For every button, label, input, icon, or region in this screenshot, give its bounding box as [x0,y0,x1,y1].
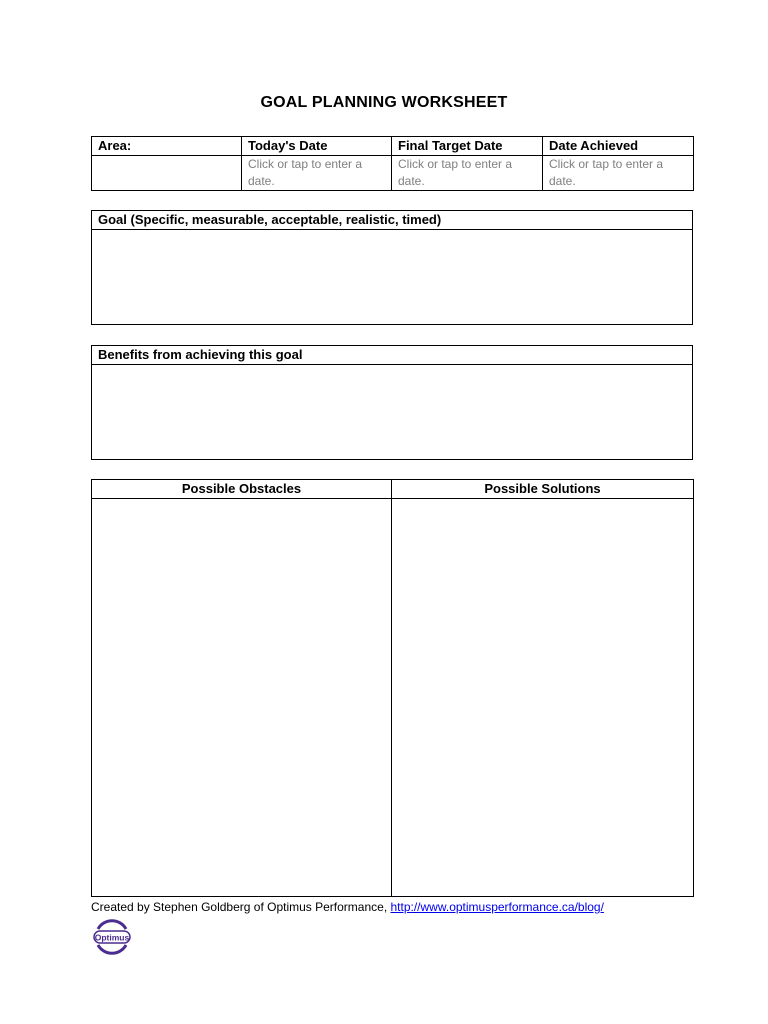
obstacles-field[interactable] [92,499,392,897]
area-header: Area: [92,137,242,156]
date-achieved-picker[interactable]: Click or tap to enter a date. [543,156,694,191]
goal-header: Goal (Specific, measurable, acceptable, realistic, timed) [92,211,693,230]
optimus-logo [91,916,133,958]
final-target-date-header: Final Target Date [392,137,543,156]
goal-field[interactable] [92,230,693,325]
solutions-field[interactable] [392,499,694,897]
footer-credit [91,899,604,915]
possible-obstacles-header: Possible Obstacles [92,480,392,499]
goal-table [91,210,693,325]
page-title: GOAL PLANNING WORKSHEET [260,94,508,111]
credit-text: Created by Stephen Goldberg of Optimus Performance, [91,900,391,914]
possible-solutions-header: Possible Solutions [392,480,694,499]
benefits-table [91,345,693,460]
area-field[interactable] [92,156,242,191]
todays-date-picker[interactable]: Click or tap to enter a date. [242,156,392,191]
date-achieved-header: Date Achieved [543,137,694,156]
info-table [91,136,694,191]
benefits-field[interactable] [92,365,693,460]
benefits-header: Benefits from achieving this goal [92,346,693,365]
logo-lettering: Optimus [94,932,130,943]
todays-date-header: Today's Date [242,137,392,156]
final-target-date-picker[interactable]: Click or tap to enter a date. [392,156,543,191]
blog-link[interactable]: http://www.optimusperformance.ca/blog/ [390,900,604,914]
obstacles-solutions-table [91,479,694,897]
